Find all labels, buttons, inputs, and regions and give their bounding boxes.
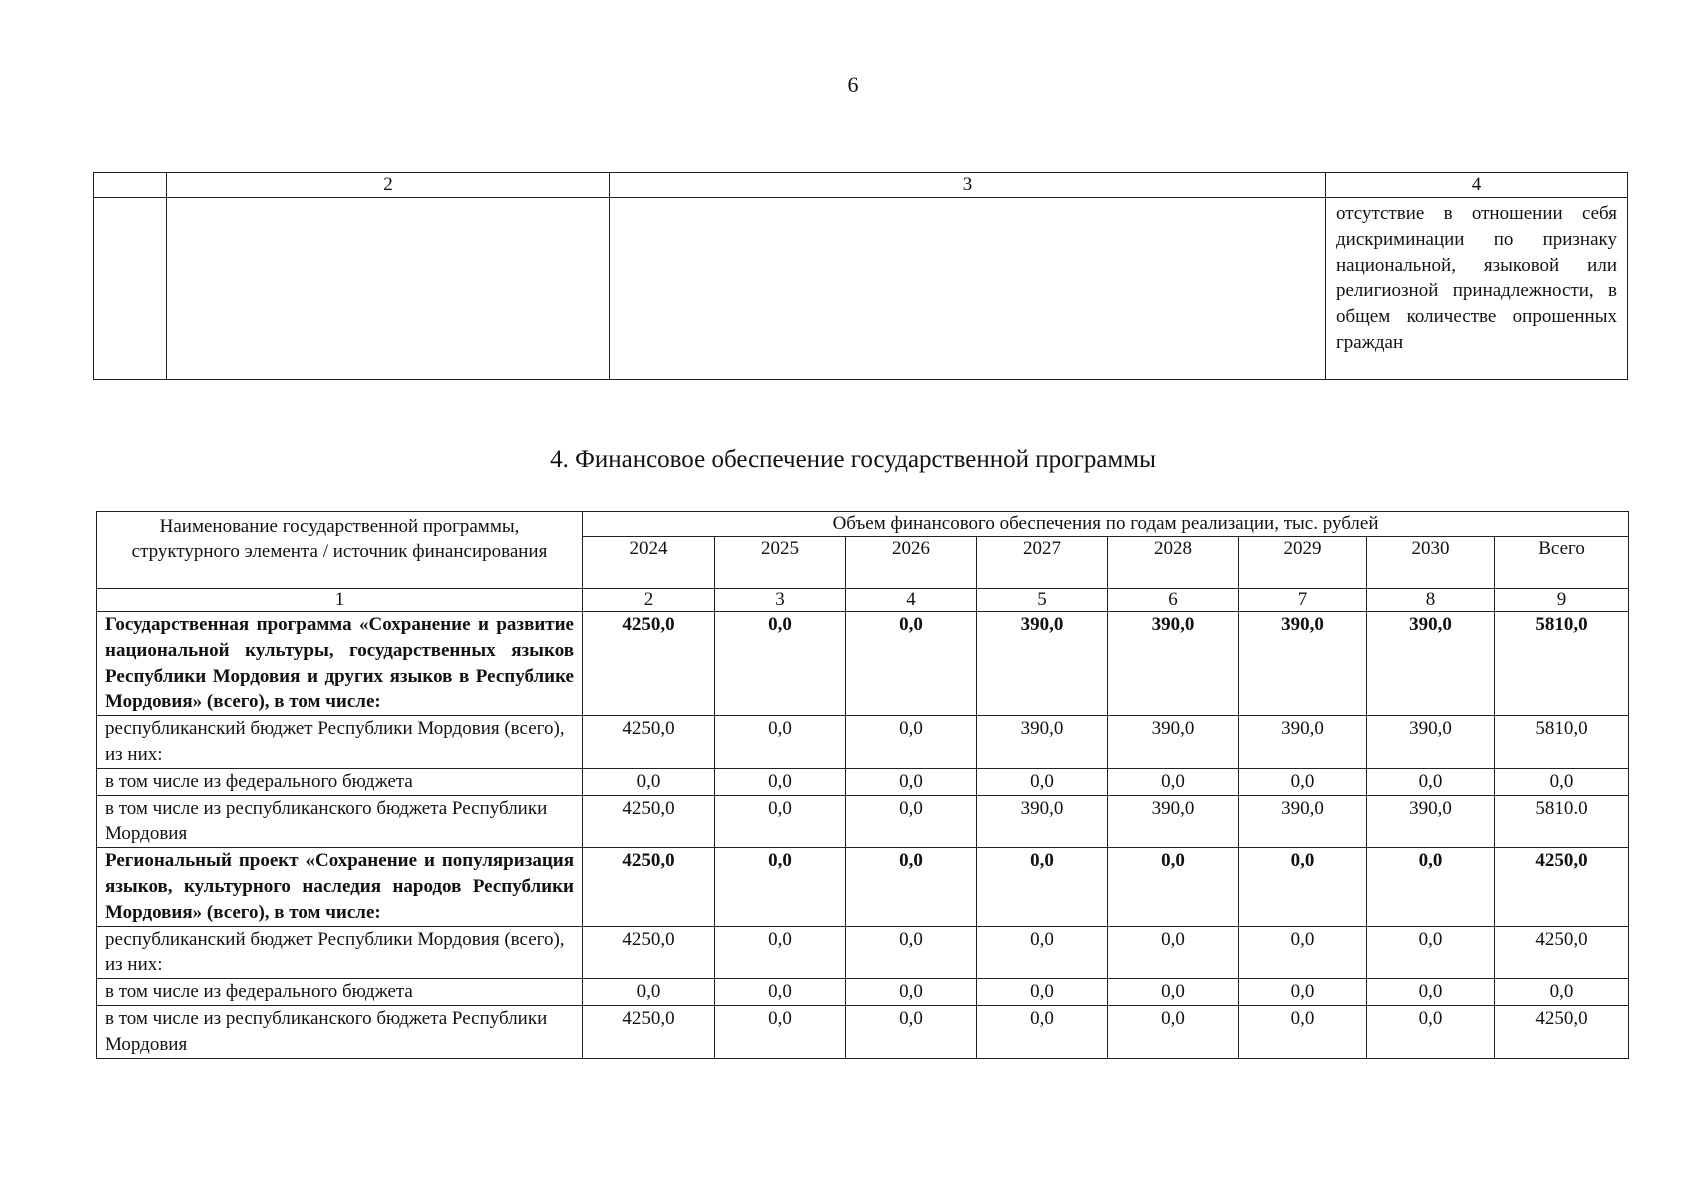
year-value-cell: 0,0 [1239,768,1367,795]
year-header: 2025 [715,537,846,589]
row-name-cell: Региональный проект «Сохранение и популяризация языков, культурного наследия народов Республики Мордовия» (всего), в том числе: [97,848,583,926]
year-value-cell: 390,0 [977,795,1108,848]
financial-table [96,511,1629,1059]
year-value-cell: 4250,0 [583,612,715,716]
year-value-cell: 0,0 [977,926,1108,979]
column-index: 8 [1367,589,1495,612]
year-value-cell: 390,0 [1367,612,1495,716]
year-value-cell: 390,0 [1108,795,1239,848]
year-value-cell: 4250,0 [583,926,715,979]
total-value-cell: 4250,0 [1495,1005,1629,1058]
column-number-header: 2 [167,173,610,198]
column-index: 4 [846,589,977,612]
total-value-cell: 5810.0 [1495,795,1629,848]
section-title: 4. Финансовое обеспечение государственной программы [550,446,1156,473]
year-value-cell: 0,0 [715,795,846,848]
year-header: 2024 [583,537,715,589]
year-header: 2027 [977,537,1108,589]
program-row [97,848,1629,926]
continuation-header-row [94,173,1628,198]
year-value-cell: 0,0 [846,979,977,1006]
year-value-cell: 0,0 [846,768,977,795]
total-value-cell: 0,0 [1495,768,1629,795]
year-value-cell: 4250,0 [583,795,715,848]
year-value-cell: 390,0 [1239,612,1367,716]
year-value-cell: 0,0 [715,1005,846,1058]
column-number-header: 4 [1326,173,1628,198]
total-value-cell: 5810,0 [1495,716,1629,769]
year-value-cell: 390,0 [1108,612,1239,716]
year-value-cell: 0,0 [846,795,977,848]
row-name-cell: в том числе из федерального бюджета [97,979,583,1006]
year-value-cell: 390,0 [1239,716,1367,769]
table-cell [94,198,167,380]
year-value-cell: 0,0 [1367,979,1495,1006]
year-value-cell: 390,0 [1108,716,1239,769]
year-value-cell: 0,0 [715,612,846,716]
year-value-cell: 0,0 [1108,979,1239,1006]
year-header: 2028 [1108,537,1239,589]
year-value-cell: 0,0 [1108,1005,1239,1058]
column-index: 1 [97,589,583,612]
row-name-cell: в том числе из республиканского бюджета Республики Мордовия [97,1005,583,1058]
year-value-cell: 0,0 [1108,768,1239,795]
year-value-cell: 0,0 [1239,979,1367,1006]
year-value-cell: 0,0 [977,979,1108,1006]
year-value-cell: 390,0 [1239,795,1367,848]
year-value-cell: 0,0 [846,926,977,979]
year-value-cell: 4250,0 [583,1005,715,1058]
column-number-header: 3 [610,173,1326,198]
year-value-cell: 0,0 [1108,926,1239,979]
row-name-cell: республиканский бюджет Республики Мордовия (всего), из них: [97,926,583,979]
year-value-cell: 390,0 [977,612,1108,716]
column-index: 9 [1495,589,1629,612]
row-name-cell: в том числе из республиканского бюджета Республики Мордовия [97,795,583,848]
year-value-cell: 0,0 [715,716,846,769]
row-name-cell: Государственная программа «Сохранение и развитие национальной культуры, государственных языков Республики Мордовия и других языков в Республике Мордовия» (всего), в том числе: [97,612,583,716]
table-cell [167,198,610,380]
year-value-cell: 0,0 [715,768,846,795]
year-value-cell: 0,0 [1239,926,1367,979]
year-value-cell: 0,0 [715,848,846,926]
column-index-row [97,589,1629,612]
year-header: 2030 [1367,537,1495,589]
column-number-header [94,173,167,198]
year-value-cell: 390,0 [977,716,1108,769]
total-value-cell: 4250,0 [1495,926,1629,979]
continuation-table [93,172,1628,380]
volume-header: Объем финансового обеспечения по годам реализации, тыс. рублей [583,512,1629,537]
funding-source-row [97,1005,1629,1058]
total-value-cell: 4250,0 [1495,848,1629,926]
program-row [97,612,1629,716]
continuation-row [94,198,1628,380]
year-value-cell: 0,0 [715,926,846,979]
financial-header-row [97,512,1629,537]
year-value-cell: 0,0 [1367,926,1495,979]
year-value-cell: 0,0 [1108,848,1239,926]
year-value-cell: 0,0 [1367,848,1495,926]
year-header: 2026 [846,537,977,589]
year-value-cell: 0,0 [977,1005,1108,1058]
funding-source-row [97,795,1629,848]
funding-source-row [97,716,1629,769]
total-value-cell: 5810,0 [1495,612,1629,716]
year-value-cell: 390,0 [1367,795,1495,848]
year-value-cell: 0,0 [715,979,846,1006]
column-index: 7 [1239,589,1367,612]
funding-source-row [97,768,1629,795]
year-value-cell: 4250,0 [583,848,715,926]
column-index: 2 [583,589,715,612]
total-value-cell: 0,0 [1495,979,1629,1006]
year-value-cell: 0,0 [977,848,1108,926]
year-header: 2029 [1239,537,1367,589]
year-value-cell: 4250,0 [583,716,715,769]
year-value-cell: 0,0 [1239,1005,1367,1058]
year-value-cell: 0,0 [846,848,977,926]
funding-source-row [97,979,1629,1006]
column-index: 3 [715,589,846,612]
year-value-cell: 0,0 [1367,1005,1495,1058]
year-value-cell: 0,0 [846,1005,977,1058]
year-value-cell: 0,0 [583,979,715,1006]
year-value-cell: 390,0 [1367,716,1495,769]
table-cell [610,198,1326,380]
column-index: 5 [977,589,1108,612]
indicator-description-cell: отсутствие в отношении себя дискриминации по признаку национальной, языковой или религиозной принадлежности, в общем количестве опрошенных граждан [1326,198,1628,380]
year-value-cell: 0,0 [1367,768,1495,795]
year-value-cell: 0,0 [977,768,1108,795]
year-value-cell: 0,0 [846,612,977,716]
name-column-header: Наименование государственной программы, структурного элемента / источник финансирования [97,512,583,589]
funding-source-row [97,926,1629,979]
column-index: 6 [1108,589,1239,612]
row-name-cell: в том числе из федерального бюджета [97,768,583,795]
row-name-cell: республиканский бюджет Республики Мордовия (всего), из них: [97,716,583,769]
total-header: Всего [1495,537,1629,589]
year-value-cell: 0,0 [1239,848,1367,926]
year-value-cell: 0,0 [583,768,715,795]
page-number: 6 [847,72,859,97]
year-value-cell: 0,0 [846,716,977,769]
